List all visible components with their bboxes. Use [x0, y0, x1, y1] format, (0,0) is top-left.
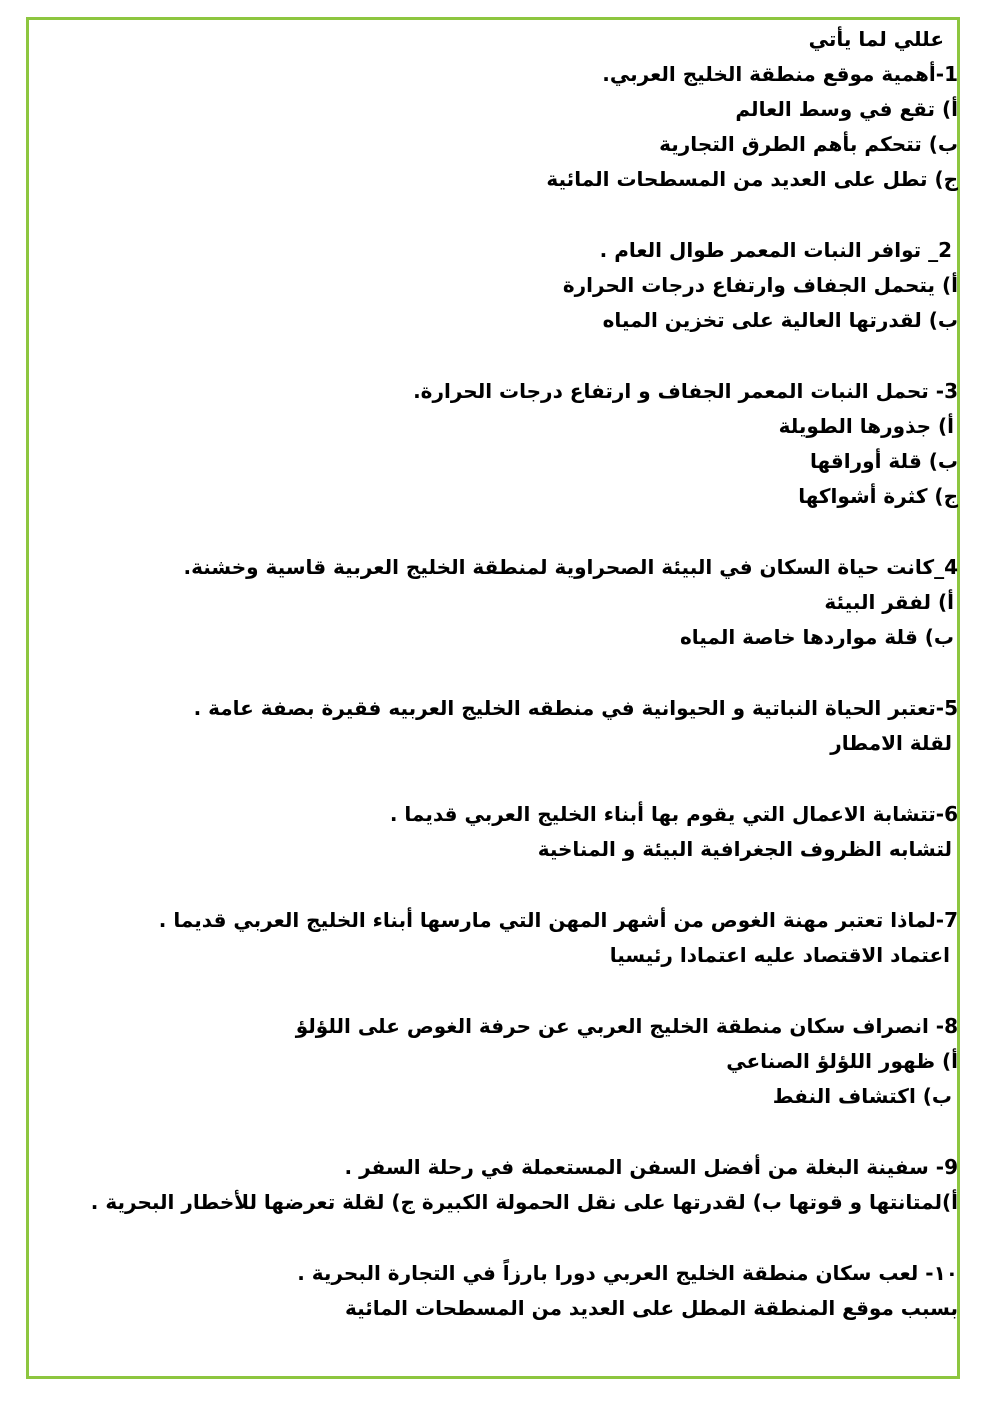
spacer: [78, 973, 958, 1009]
question-8-answer-b: ب) اكتشاف النفط: [772, 1084, 952, 1108]
question-1: [78, 57, 958, 197]
worksheet-content: [78, 22, 958, 1326]
question-2-answer-b: ب) لقدرتها العالية على تخزين المياه: [602, 308, 958, 332]
worksheet-heading: عللي لما يأتي: [808, 27, 944, 51]
question-1-answer-a: أ) تقع في وسط العالم: [735, 97, 958, 121]
spacer: [78, 514, 958, 550]
spacer: [78, 655, 958, 691]
question-8-answer-a: أ) ظهور اللؤلؤ الصناعي: [726, 1049, 958, 1073]
question-1-answer-b: ب) تتحكم بأهم الطرق التجارية: [659, 132, 958, 156]
question-4-prompt: 4_كانت حياة السكان في البيئة الصحراوية لمنطقة الخليج العربية قاسية وخشنة.: [183, 555, 958, 579]
question-7-prompt: 7-لماذا تعتبر مهنة الغوص من أشهر المهن التي مارسها أبناء الخليج العربي قديما .: [158, 908, 958, 932]
question-6: [78, 797, 958, 867]
question-5-answer: لقلة الامطار: [830, 731, 952, 755]
question-10-prompt: ١٠- لعب سكان منطقة الخليج العربي دورا بارزاً في التجارة البحرية .: [297, 1261, 958, 1285]
question-6-answer: لتشابه الظروف الجغرافية البيئة و المناخية: [537, 837, 952, 861]
question-2: [78, 233, 958, 338]
question-1-prompt: 1-أهمية موقع منطقة الخليج العربي.: [602, 62, 958, 86]
question-7-answer: اعتماد الاقتصاد عليه اعتمادا رئيسيا: [609, 943, 950, 967]
spacer: [78, 867, 958, 903]
question-8-prompt: 8- انصراف سكان منطقة الخليج العربي عن حرفة الغوص على اللؤلؤ: [295, 1014, 958, 1038]
question-5: [78, 691, 958, 761]
question-9-answers: أ)لمتانتها و قوتها ب) لقدرتها على نقل الحمولة الكبيرة ج) لقلة تعرضها للأخطار البحرية .: [90, 1190, 958, 1214]
question-10: [78, 1256, 958, 1326]
question-2-answer-a: أ) يتحمل الجفاف وارتفاع درجات الحرارة: [562, 273, 958, 297]
spacer: [78, 761, 958, 797]
question-4: [78, 550, 958, 655]
question-3-answer-c: ج) كثرة أشواكها: [798, 484, 958, 508]
question-4-answer-b: ب) قلة مواردها خاصة المياه: [679, 625, 954, 649]
question-3: [78, 374, 958, 514]
question-6-prompt: 6-تتشابة الاعمال التي يقوم بها أبناء الخليج العربي قديما .: [389, 802, 958, 826]
spacer: [78, 338, 958, 374]
question-10-answer: بسبب موقع المنطقة المطل على العديد من المسطحات المائية: [344, 1296, 958, 1320]
question-2-prompt: 2_ توافر النبات المعمر طوال العام .: [599, 238, 952, 262]
spacer: [78, 1114, 958, 1150]
question-3-prompt: 3- تحمل النبات المعمر الجفاف و ارتفاع درجات الحرارة.: [413, 379, 958, 403]
question-1-answer-c: ج) تطل على العديد من المسطحات المائية: [546, 167, 958, 191]
question-4-answer-a: أ) لفقر البيئة: [824, 590, 954, 614]
question-7: [78, 903, 958, 973]
question-5-prompt: 5-تعتبر الحياة النباتية و الحيوانية في منطقه الخليج العربيه فقيرة بصفة عامة .: [193, 696, 958, 720]
question-9-prompt: 9- سفينة البغلة من أفضل السفن المستعملة في رحلة السفر .: [344, 1155, 958, 1179]
spacer: [78, 1220, 958, 1256]
question-8: [78, 1009, 958, 1114]
question-3-answer-a: أ) جذورها الطويلة: [778, 414, 954, 438]
question-9: [78, 1150, 958, 1220]
spacer: [78, 197, 958, 233]
question-3-answer-b: ب) قلة أوراقها: [809, 449, 958, 473]
